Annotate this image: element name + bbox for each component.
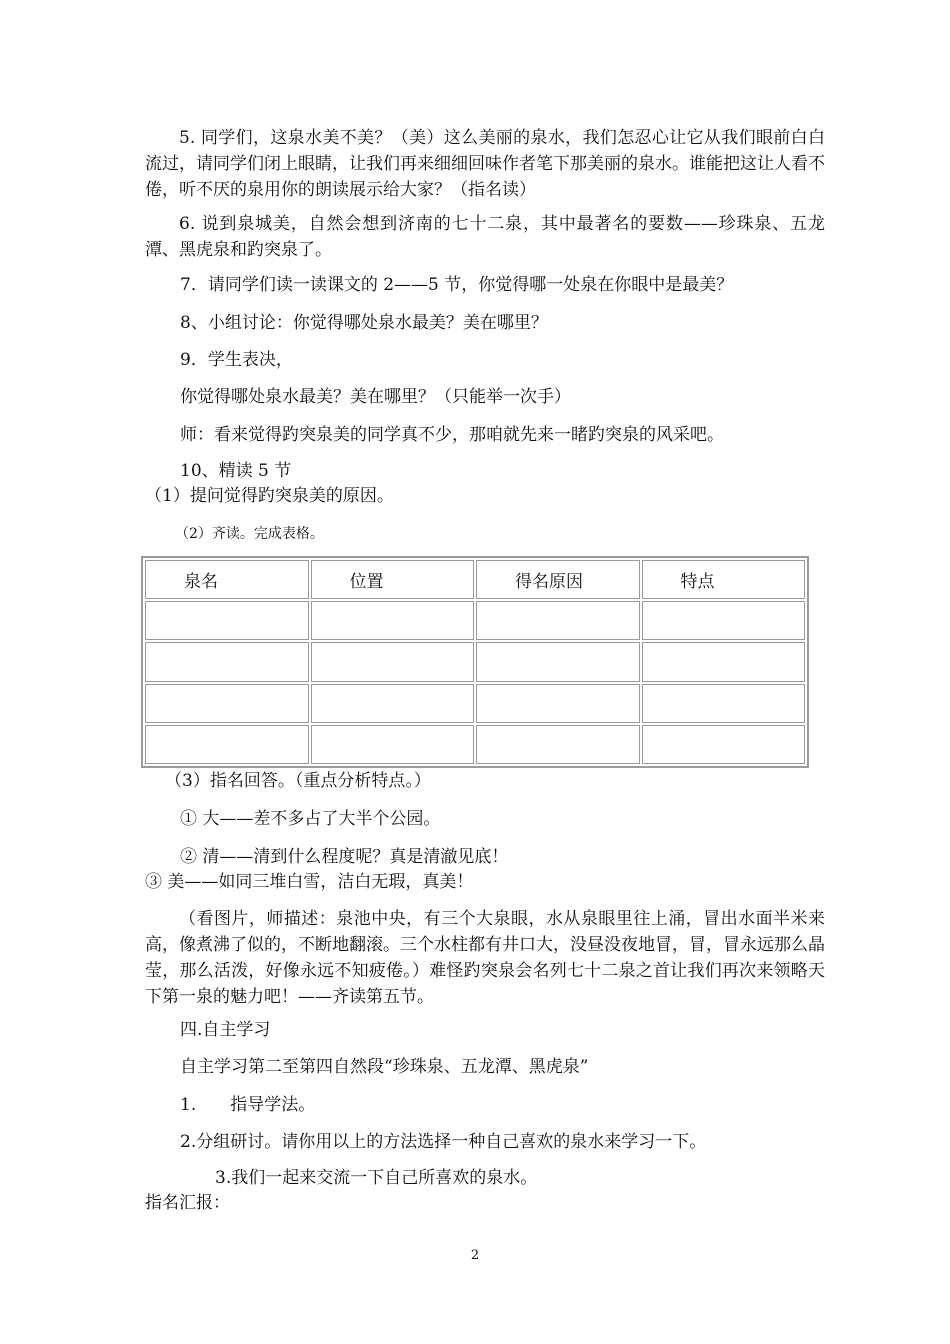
table-header-cell: 位置: [311, 560, 475, 599]
characteristic-3: ③ 美——如同三堆白雪，洁白无瑕，真美！: [145, 872, 474, 892]
table-cell[interactable]: [642, 601, 806, 640]
table-cell[interactable]: [642, 642, 806, 681]
table-cell[interactable]: [145, 725, 309, 764]
question-3: （3）指名回答。（重点分析特点。）: [165, 771, 431, 791]
paragraph-6: 6. 说到泉城美，自然会想到济南的七十二泉，其中最著名的要数——珍珠泉、五龙潭、黑虎泉和趵突泉了。: [145, 214, 825, 260]
table-cell[interactable]: [311, 642, 475, 681]
table-cell[interactable]: [642, 725, 806, 764]
table-cell[interactable]: [311, 684, 475, 723]
table-header-row: [145, 560, 805, 599]
question-1: （1）提问觉得趵突泉美的原因。: [145, 486, 394, 506]
table-header-cell: 特点: [642, 560, 806, 599]
step-2: 2.分组研讨。请你用以上的方法选择一种自己喜欢的泉水来学习一下。: [180, 1132, 707, 1152]
characteristic-1: ① 大——差不多占了大半个公园。: [180, 809, 441, 829]
paragraph-5: 5. 同学们，这泉水美不美？（美）这么美丽的泉水，我们怎忍心让它从我们眼前白白流过，请同学们闭上眼睛，让我们再来细细回味作者笔下那美丽的泉水。谁能把这让人看不倦，听不厌的泉用你的朗读展示给大家？（指名读）: [145, 128, 825, 200]
table-cell[interactable]: [145, 684, 309, 723]
table-header-cell: 泉名: [145, 560, 309, 599]
question-2: （2）齐读。完成表格。: [175, 526, 324, 542]
step-3: 3.我们一起来交流一下自己所喜欢的泉水。: [215, 1168, 538, 1188]
characteristic-2: ② 清——清到什么程度呢？真是清澈见底！: [180, 847, 509, 867]
report-label: 指名汇报：: [145, 1193, 230, 1213]
paragraph-10: 10、精读 5 节: [180, 461, 292, 481]
section-4-heading: 四.自主学习: [180, 1020, 271, 1040]
table-cell[interactable]: [476, 684, 640, 723]
page-number: 2: [470, 1248, 480, 1263]
table-cell[interactable]: [476, 642, 640, 681]
paragraph-9: 9．学生表决，: [180, 350, 293, 370]
paragraph-9-question: 你觉得哪处泉水最美？美在哪里？（只能举一次手）: [180, 387, 571, 407]
paragraph-8: 8、小组讨论：你觉得哪处泉水最美？美在哪里？: [180, 313, 548, 333]
table-row: [145, 642, 805, 681]
table-cell[interactable]: [311, 725, 475, 764]
table-header-cell: 得名原因: [476, 560, 640, 599]
table-cell[interactable]: [642, 684, 806, 723]
spring-table: [141, 556, 809, 768]
table-row: [145, 725, 805, 764]
table-row: [145, 684, 805, 723]
teacher-remark: 师：看来觉得趵突泉美的同学真不少，那咱就先来一睹趵突泉的风采吧。: [180, 425, 724, 445]
paragraph-7: 7．请同学们读一读课文的 2——5 节，你觉得哪一处泉在你眼中是最美？: [180, 275, 734, 295]
step-1: 1. 指导学法。: [180, 1095, 316, 1115]
table-cell[interactable]: [476, 601, 640, 640]
section-4-intro: 自主学习第二至第四自然段“珍珠泉、五龙潭、黑虎泉”: [180, 1057, 589, 1077]
picture-description: （看图片，师描述：泉池中央，有三个大泉眼，水从泉眼里往上涌，冒出水面半米来高，像煮沸了似的，不断地翻滚。三个水柱都有井口大，没昼没夜地冒，冒，冒永远那么晶莹，那么活泼，好像永远不知疲倦。）难怪趵突泉会名列七十二泉之首让我们再次来领略天下第一泉的魅力吧！——齐读第五节。: [145, 909, 825, 1007]
table-row: [145, 601, 805, 640]
table-cell[interactable]: [311, 601, 475, 640]
table-cell[interactable]: [476, 725, 640, 764]
table-cell[interactable]: [145, 601, 309, 640]
table-cell[interactable]: [145, 642, 309, 681]
